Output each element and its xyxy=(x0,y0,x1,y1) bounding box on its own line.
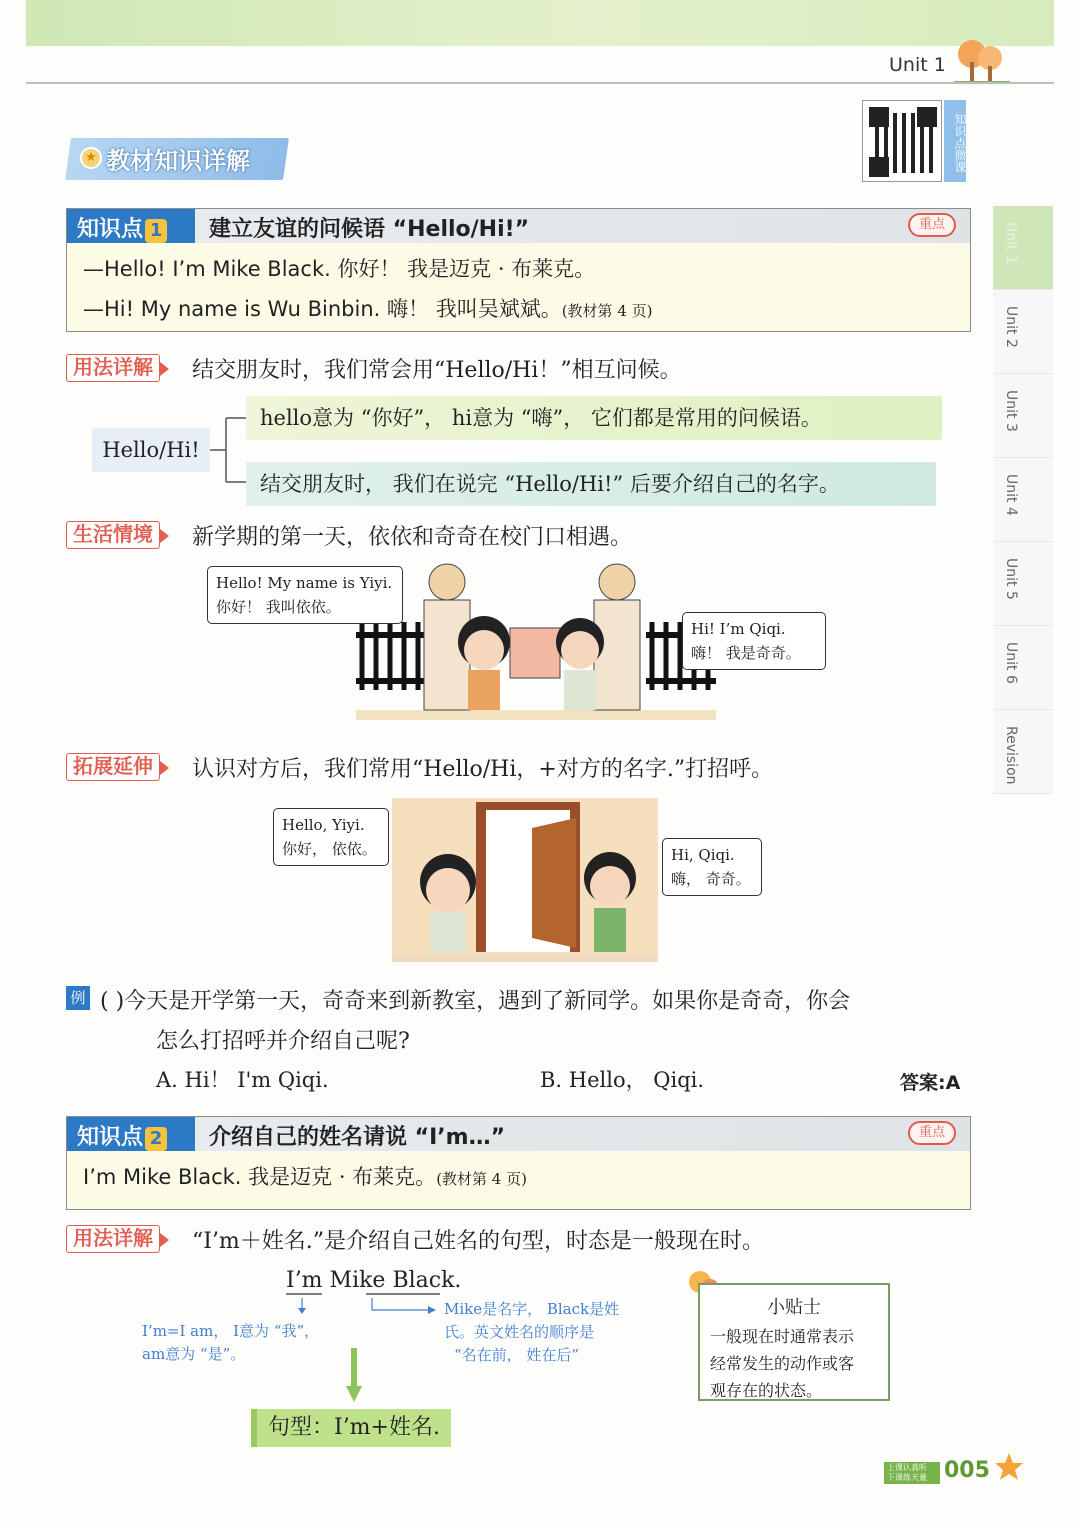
star-badge-icon xyxy=(994,1452,1024,1482)
usage-label-2: 用法详解 xyxy=(66,1225,160,1253)
side-tab-label: Unit 4 xyxy=(1003,474,1019,516)
usage-text: 结交朋友时，我们常会用“Hello/Hi！”相互问候。 xyxy=(192,358,682,383)
note-line: 氏。英文姓名的顺序是 xyxy=(444,1323,595,1341)
kp-line-en: —Hello! I’m Mike Black. xyxy=(83,257,331,281)
header-divider xyxy=(26,82,1054,84)
knowledge-point-2 xyxy=(66,1116,971,1210)
bubble-en: Hi, Qiqi. xyxy=(671,846,735,864)
bracket-connector xyxy=(210,410,250,490)
side-tab-label: Revision xyxy=(1003,726,1019,785)
side-tab-label: Unit 1 xyxy=(1003,222,1019,264)
note-line: “名在前， 姓在后” xyxy=(454,1346,580,1364)
extend-text: 认识对方后，我们常用“Hello/Hi，+对方的名字.”打招呼。 xyxy=(192,757,774,782)
qr-code[interactable] xyxy=(862,100,942,182)
note-name-order xyxy=(444,1298,619,1367)
side-tab-unit-6[interactable] xyxy=(993,626,1053,710)
kp-example-line-1 xyxy=(83,253,595,283)
extend-label: 拓展延伸 xyxy=(66,753,160,781)
kp-tag xyxy=(67,209,195,243)
bubble-en: Hi! I’m Qiqi. xyxy=(691,620,786,638)
top-band xyxy=(26,0,1054,46)
tip-line: 观存在的状态。 xyxy=(710,1381,823,1400)
tip-body xyxy=(710,1323,878,1404)
section-title: 教材知识详解 xyxy=(106,147,250,175)
side-tab-revision[interactable] xyxy=(993,710,1053,794)
side-tab-unit-4[interactable] xyxy=(993,458,1053,542)
kp-line-en: I’m Mike Black. xyxy=(83,1165,242,1189)
page-number: 005 xyxy=(944,1458,990,1483)
bubble-cn: 嗨， 奇奇。 xyxy=(671,870,751,888)
example-question-line-1: ( )今天是开学第一天，奇奇来到新教室，遇到了新同学。如果你是奇奇，你会 xyxy=(100,989,851,1014)
side-tab-unit-1[interactable] xyxy=(993,206,1053,290)
note-line: I’m=I am， I意为 “我”， xyxy=(142,1322,320,1340)
side-tab-label: Unit 6 xyxy=(1003,642,1019,684)
kp-title: 建立友谊的问候语 “Hello/Hi!” xyxy=(209,217,530,242)
tip-line: 一般现在时通常表示 xyxy=(710,1327,855,1346)
kp-number: 2 xyxy=(145,1127,167,1151)
diagram-root-node: Hello/Hi! xyxy=(92,428,210,472)
side-tab-unit-3[interactable] xyxy=(993,374,1053,458)
kp-example-line-2 xyxy=(83,293,653,323)
diagram-branch-2: 结交朋友时， 我们在说完 “Hello/Hi!” 后要介绍自己的名字。 xyxy=(246,462,936,506)
note-im-meaning xyxy=(142,1320,319,1366)
side-tab-label: Unit 3 xyxy=(1003,390,1019,432)
kp-line-cn: 嗨！ 我叫吴斌斌。 xyxy=(387,297,562,321)
kp-tag-label: 知识点 xyxy=(77,217,144,242)
diagram-branch-1: hello意为 “你好”， hi意为 “嗨”， 它们都是常用的问候语。 xyxy=(246,396,942,440)
kp-line-en: —Hi! My name is Wu Binbin. xyxy=(83,297,381,321)
example-question-line-2: 怎么打招呼并介绍自己呢? xyxy=(156,1029,410,1054)
tip-box xyxy=(698,1283,890,1401)
note-line: Mike是名字， Black是姓 xyxy=(444,1300,620,1318)
star-icon: ★ xyxy=(80,147,102,169)
kp-header xyxy=(67,1117,970,1151)
footer-slogan: 上课认真听 下课练天量 xyxy=(884,1462,940,1484)
life-scene-label: 生活情境 xyxy=(66,521,160,549)
knowledge-point-1 xyxy=(66,208,971,332)
speech-bubble-yiyi xyxy=(207,566,403,624)
unit-side-tabs xyxy=(993,206,1053,794)
textbook-reference: (教材第 4 页) xyxy=(436,1170,527,1188)
school-gate-illustration xyxy=(356,560,716,720)
option-a: A. Hi！ I'm Qiqi. xyxy=(156,1068,329,1092)
example-icon: 例 xyxy=(66,986,90,1010)
tree-icon xyxy=(950,36,1012,84)
bubble-cn: 你好， 依依。 xyxy=(282,840,377,858)
kp-tag-label: 知识点 xyxy=(77,1125,144,1150)
answer: 答案:A xyxy=(900,1072,961,1094)
qr-label: 知识点微课 xyxy=(944,100,966,182)
side-tab-unit-5[interactable] xyxy=(993,542,1053,626)
option-b: B. Hello， Qiqi. xyxy=(540,1068,705,1092)
unit-header: Unit 1 xyxy=(889,54,946,76)
speech-bubble-yiyi-2 xyxy=(662,838,762,896)
bubble-cn: 嗨！ 我是奇奇。 xyxy=(691,644,801,662)
bubble-en: Hello! My name is Yiyi. xyxy=(216,574,393,592)
kp-title: 介绍自己的姓名请说 “I’m…” xyxy=(209,1125,506,1150)
kp-tag xyxy=(67,1117,195,1151)
life-scene-text: 新学期的第一天，依依和奇奇在校门口相遇。 xyxy=(192,525,633,550)
bubble-cn: 你好！ 我叫依依。 xyxy=(216,598,341,616)
speech-bubble-qiqi xyxy=(682,612,826,670)
side-tab-label: Unit 2 xyxy=(1003,306,1019,348)
kp-line-cn: 你好！ 我是迈克 · 布莱克。 xyxy=(337,257,596,281)
usage-text-2: “I’m＋姓名.”是介绍自己姓名的句型，时态是一般现在时。 xyxy=(192,1229,765,1254)
tip-title: 小贴士 xyxy=(767,1297,821,1318)
bubble-en: Hello, Yiyi. xyxy=(282,816,365,834)
key-point-badge: 重点 xyxy=(908,213,956,237)
textbook-reference: (教材第 4 页) xyxy=(561,302,653,320)
side-tab-label: Unit 5 xyxy=(1003,558,1019,600)
kp-example-line xyxy=(83,1161,527,1191)
pattern-sentence: I’m Mike Black. xyxy=(286,1268,462,1293)
sentence-pattern-box: 句型：I’m+姓名. xyxy=(251,1409,451,1447)
note-line: am意为 “是”。 xyxy=(142,1345,246,1363)
tip-line: 经常发生的动作或客 xyxy=(710,1354,855,1373)
kp-number: 1 xyxy=(145,219,167,243)
usage-label: 用法详解 xyxy=(66,354,160,382)
side-tab-unit-2[interactable] xyxy=(993,290,1053,374)
speech-bubble-qiqi-2 xyxy=(273,808,389,866)
key-point-badge: 重点 xyxy=(908,1121,956,1145)
classroom-door-illustration xyxy=(392,798,658,962)
kp-line-cn: 我是迈克 · 布莱克。 xyxy=(248,1165,437,1189)
